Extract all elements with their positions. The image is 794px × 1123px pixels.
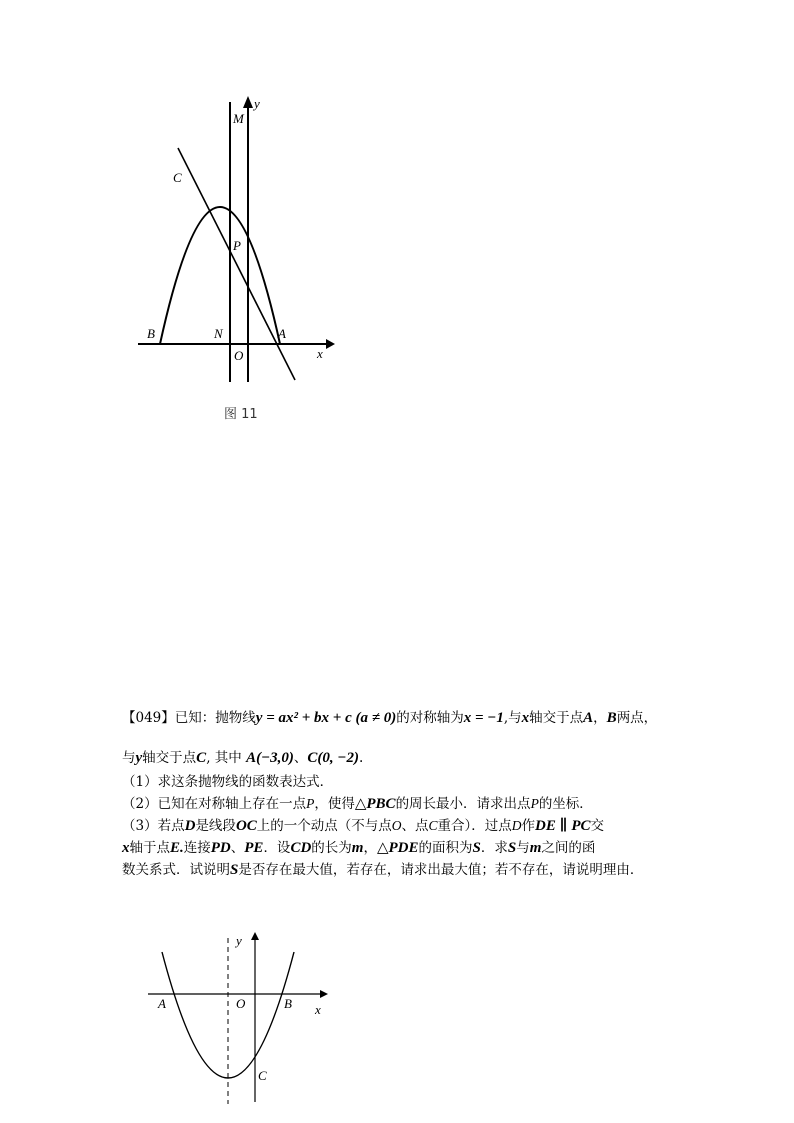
figure-2-graph (140, 928, 340, 1108)
label-n: N (214, 326, 223, 341)
label-a-2: A (158, 996, 166, 1011)
label-c: C (173, 170, 182, 185)
problem-line-1: 【049】已知：抛物线y = ax² + bx + c (a ≠ 0)的对称轴为x = −1,与x轴交于点A，B两点， (122, 710, 658, 726)
problem-number: 【049】 (122, 710, 175, 726)
question-3-line-1: （3）若点D是线段OC上的一个动点（不与点O、点C重合）．过点D作DE ∥ PC交 (122, 818, 604, 834)
x-axis-arrow (326, 339, 335, 349)
label-x-2: x (315, 1002, 321, 1017)
point-a: A(−3,0) (246, 750, 294, 766)
question-3-line-2: x轴于点E.连接PD、PE．设CD的长为m，△PDE的面积为S．求S与m之间的函 (122, 840, 596, 856)
problem-line-2: 与y轴交于点C, 其中 A(−3,0)、C(0, −2). (122, 750, 364, 766)
label-y-2: y (236, 933, 242, 948)
label-x: x (317, 346, 323, 361)
point-c: C(0, −2) (307, 750, 360, 766)
label-c-2: C (258, 1068, 267, 1083)
question-2: （2）已知在对称轴上存在一点P，使得△PBC的周长最小．请求出点P的坐标． (122, 796, 593, 812)
label-b: B (147, 326, 155, 341)
y-axis-arrow-2 (251, 932, 259, 940)
label-p: P (233, 238, 241, 253)
label-m: M (233, 111, 244, 126)
label-a: A (278, 326, 286, 341)
y-axis-arrow (243, 96, 253, 108)
figure-11-graph (130, 90, 340, 390)
question-3-line-3: 数关系式．试说明S是否存在最大值，若存在，请求出最大值；若不存在，请说明理由． (122, 862, 644, 878)
parabola (160, 207, 280, 344)
equation: y = ax² + bx + c (a ≠ 0) (255, 710, 397, 726)
x-axis-arrow-2 (320, 990, 328, 998)
problem-text (122, 707, 682, 881)
label-b-2: B (284, 996, 292, 1011)
figure-11 (130, 90, 340, 390)
axis-equation: x = −1 (463, 710, 504, 726)
label-o: O (234, 348, 244, 363)
label-y: y (254, 96, 260, 111)
figure-caption: 图 11 (224, 407, 258, 422)
figure-2 (140, 928, 340, 1108)
question-1: （1）求这条抛物线的函数表达式． (122, 774, 334, 790)
line-ca (178, 148, 295, 380)
label-o-2: O (236, 996, 246, 1011)
